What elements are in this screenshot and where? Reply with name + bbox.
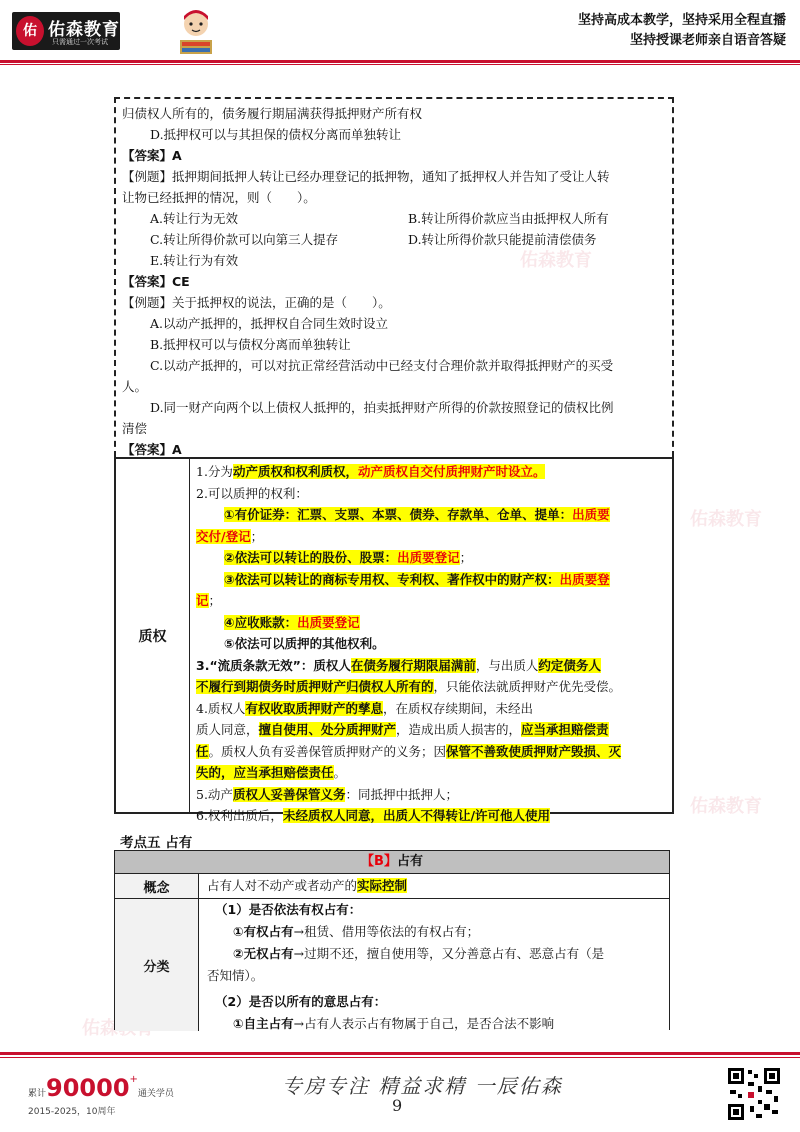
option-d: D.转让所得价款只能提前清偿债务 — [408, 232, 597, 247]
answer-line: 【答案】CE — [122, 274, 190, 289]
brand-name: 佑森教育 — [48, 20, 120, 40]
slogan-line-1: 坚持高成本教学，坚持采用全程直播 — [577, 13, 786, 28]
possession-table-header — [115, 851, 669, 874]
watermark: 佑森教育 — [690, 796, 762, 817]
header-slogan — [578, 11, 786, 51]
level-tag: 【B】 — [361, 854, 397, 869]
class-line: ②无权占有→过期不还，擅自使用等，又分善意占有、恶意占有（是 — [233, 946, 605, 961]
logo-mark-icon: 佑 — [16, 16, 44, 46]
pledge-content — [192, 459, 668, 829]
pledge-line-3: ①有价证券：汇票、支票、本票、债券、存款单、仓单、提单：出质要 — [224, 507, 610, 522]
classification-text — [207, 899, 663, 1035]
question-line: 让物已经抵押的情况，则（ ）。 — [122, 190, 316, 205]
question-line: 【例题】关于抵押权的说法，正确的是（ ）。 — [122, 295, 391, 310]
footer-divider-thin — [0, 1057, 800, 1058]
option-c-cont: 人。 — [122, 379, 148, 394]
footer-stats — [28, 1074, 174, 1117]
pledge-line-14: 任。质权人负有妥善保管质押财产的义务；因保管不善致使质押财产毁损、灭 — [196, 743, 622, 759]
option-row — [122, 208, 666, 229]
pledge-label: 质权 — [116, 459, 190, 812]
text-line: D.抵押权可以与其担保的债权分离而单独转让 — [150, 127, 402, 142]
watermark: 佑森教育 — [520, 250, 592, 271]
class-line: 否知情）。 — [207, 968, 264, 983]
option-a: A.转让行为无效 — [150, 211, 239, 226]
pledge-line-1: 1.分为动产质权和权利质权，动产质权自交付质押财产时设立。 — [196, 464, 546, 479]
class-line: （1）是否依法有权占有： — [215, 902, 362, 917]
pledge-table — [114, 457, 674, 823]
brand-tagline: 只需通过一次考试 — [52, 38, 108, 46]
count-prefix: 累计 — [28, 1089, 47, 1099]
pledge-line-12: 4.质权人有权收取质押财产的孳息，在质权存续期间，未经出 — [196, 700, 533, 716]
possession-table — [114, 850, 670, 1030]
qr-code-icon[interactable] — [726, 1066, 782, 1122]
option-c: C.以动产抵押的，可以对抗正常经营活动中已经支付合理价款并取得抵押财产的买受 — [150, 358, 614, 373]
footer-motto: 专房专注 精益求精 一辰佑森 — [282, 1074, 563, 1098]
option-d: D.同一财产向两个以上债权人抵押的，拍卖抵押财产所得的价款按照登记的债权比例 — [150, 400, 614, 415]
text-line: 归债权人所有的，债务履行期届满获得抵押财产所有权 — [122, 106, 423, 121]
class-line: ①有权占有→租赁、借用等依法的有权占有； — [233, 924, 480, 939]
class-line: ①自主占有→占有人表示占有物属于自己，是否合法不影响 — [233, 1016, 555, 1031]
pledge-line-6: ③依法可以转让的商标专用权、专利权、著作权中的财产权：出质要登 — [224, 571, 610, 587]
possession-title: 占有 — [396, 854, 423, 869]
header-divider-thin — [0, 64, 800, 65]
watermark: 佑森教育 — [690, 509, 762, 530]
option-c: C.转让所得价款可以向第三人提存 — [150, 232, 339, 247]
pledge-line-11: 不履行到期债务时质押财产归债权人所有的，只能依法就质押财产优先受偿。 — [196, 679, 622, 694]
pledge-line-16: 5.动产质权人妥善保管义务：同抵押中抵押人； — [196, 786, 458, 802]
example-block — [114, 97, 674, 457]
answer-line: 【答案】A — [122, 442, 182, 457]
pledge-line-15: 失的，应当承担赔偿责任。 — [196, 765, 347, 780]
question-line: 【例题】抵押期间抵押人转让已经办理登记的抵押物，通知了抵押权人并告知了受让人转 — [122, 169, 610, 184]
pledge-line-8: ④应收账款：出质要登记 — [224, 614, 360, 630]
pledge-line-7: 记； — [196, 593, 222, 608]
count-suffix: 通关学员 — [137, 1089, 174, 1099]
classification-label: 分类 — [115, 899, 199, 1031]
mascot-icon — [176, 4, 216, 58]
count-plus: + — [129, 1074, 138, 1085]
concept-row — [115, 874, 669, 899]
pledge-line-5: ②依法可以转让的股份、股票：出质要登记； — [224, 550, 473, 565]
option-row — [122, 229, 666, 250]
header-divider — [0, 60, 800, 63]
option-d-cont: 清偿 — [122, 421, 148, 436]
section-title: 考点五 占有 — [120, 835, 193, 851]
answer-line: 【答案】A — [122, 148, 182, 163]
concept-label: 概念 — [115, 874, 199, 898]
slogan-line-2: 坚持授课老师亲自语音答疑 — [629, 33, 786, 48]
concept-text: 占有人对不动产或者动产的实际控制 — [207, 878, 408, 893]
page-number: 9 — [392, 1096, 403, 1115]
pledge-line-9: ⑤依法可以质押的其他权利。 — [224, 636, 385, 651]
student-count: 90000 — [46, 1074, 130, 1102]
option-a: A.以动产抵押的，抵押权自合同生效时设立 — [150, 316, 389, 331]
pledge-line-10: 3.“流质条款无效”：质权人在债务履行期限届满前，与出质人约定债务人 — [196, 657, 601, 673]
option-b: B.转让所得价款应当由抵押权人所有 — [408, 211, 609, 226]
pledge-line-17: 6.权利出质后，未经质权人同意，出质人不得转让/许可他人使用 — [196, 808, 551, 823]
page-header — [0, 0, 800, 60]
brand-logo[interactable] — [12, 12, 120, 50]
anniversary-text: 2015-2025，10周年 — [28, 1107, 116, 1117]
pledge-line-4: 交付/登记； — [196, 528, 264, 544]
pledge-line-13: 质人同意，擅自使用、处分质押财产，造成出质人损害的，应当承担赔偿责 — [196, 722, 609, 737]
class-line: （2）是否以所有的意思占有： — [215, 994, 387, 1009]
pledge-line-2: 2.可以质押的权利： — [196, 485, 308, 501]
footer-divider — [0, 1052, 800, 1055]
classification-row — [115, 899, 669, 1031]
option-b: B.抵押权可以与债权分离而单独转让 — [150, 337, 351, 352]
option-e: E.转让行为有效 — [150, 253, 239, 268]
